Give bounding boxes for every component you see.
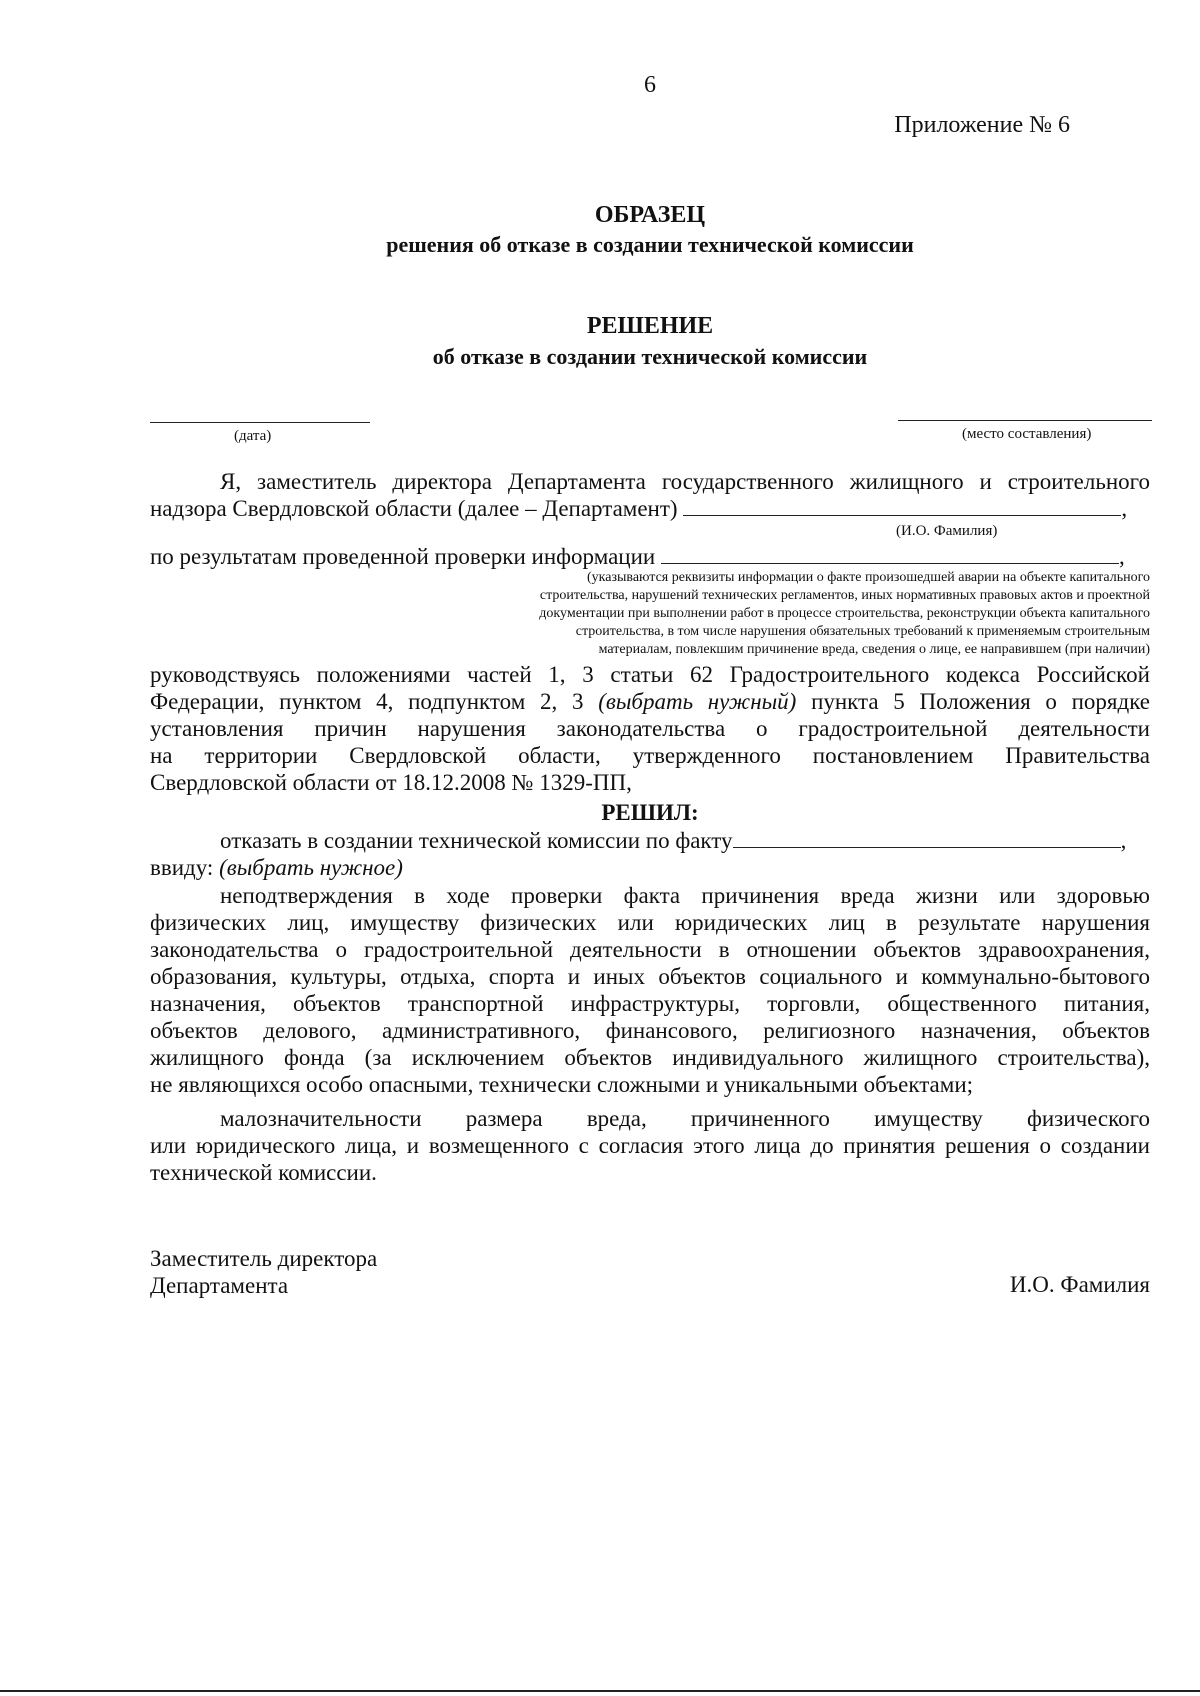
guided-line: на территории Свердловской области, утвержденного постановлением Правительства [150, 743, 1150, 768]
info-note-line: строительства, нарушений технических регламентов, иных нормативных правовых актов и проектной [539, 588, 1150, 603]
place-caption: (место составления) [962, 426, 1092, 442]
position-line: Департамента [150, 1273, 289, 1298]
name-fill-line [683, 497, 1121, 516]
reason-line: законодательства о градостроительной деятельности в отношении объектов здравоохранения, [150, 937, 1150, 962]
position-line: Заместитель директора [150, 1246, 378, 1271]
date-caption: (дата) [234, 428, 272, 444]
intro-line-2-text: надзора Свердловской области (далее – Департамент) [150, 496, 678, 521]
intro-line-3: по результатам проведенной проверки информации , [150, 544, 1125, 569]
signature-name: И.О. Фамилия [1009, 1272, 1150, 1297]
reason-line: назначения, объектов транспортной инфраструктуры, торговли, общественного питания, [150, 991, 1150, 1016]
page-bottom-edge [0, 1690, 1200, 1692]
reason-line: не являющихся особо опасными, технически сложными и уникальными объектами; [150, 1072, 974, 1097]
reason-line: жилищного фонда (за исключением объектов индивидуального жилищного строительства), [150, 1045, 1150, 1070]
refuse-text: ввиду: [150, 855, 214, 880]
refuse-line-1: отказать в создании технической комиссии по факту , [220, 828, 1127, 853]
choose-note: (выбрать нужное) [219, 855, 403, 880]
date-line [150, 422, 370, 423]
appendix-label: Приложение № 6 [894, 112, 1070, 138]
guided-line [150, 688, 1150, 715]
reason-line: технической комиссии. [150, 1160, 377, 1185]
sample-title: ОБРАЗЕЦ [594, 202, 706, 228]
info-note [430, 569, 1150, 659]
sample-subtitle: решения об отказе в создании технической комиссии [386, 232, 914, 257]
signature-position [150, 1245, 550, 1299]
info-note-line: строительства, в том числе нарушения обязательных требований к применяемым строительным [575, 624, 1150, 639]
refuse-text: отказать в создании технической комиссии по факту [220, 828, 733, 853]
refuse-line-2 [150, 854, 1150, 881]
info-note-line: (указываются реквизиты информации о факте произошедшей аварии на объекте капитального [586, 570, 1150, 585]
reason-2 [150, 1105, 1150, 1186]
guided-line: установления причин нарушения законодательства о градостроительной деятельности [150, 716, 1150, 741]
intro-line-1: Я, заместитель директора Департамента государственного жилищного и строительного [220, 469, 1150, 494]
reason-line: объектов делового, административного, финансового, религиозного назначения, объектов [150, 1018, 1150, 1043]
guided-line: руководствуясь положениями частей 1, 3 статьи 62 Градостроительного кодекса Российской [150, 662, 1150, 687]
info-note-line: документации при выполнении работ в процессе строительства, реконструкции объекта капитального [539, 606, 1150, 621]
guided-text: пункта 5 Положения о порядке [811, 689, 1151, 714]
decision-subtitle: об отказе в создании технической комиссии [432, 344, 868, 369]
info-note-line: материалам, повлекшим причинение вреда, сведения о лице, ее направившем (при наличии) [598, 642, 1150, 657]
reason-line: или юридического лица, и возмещенного с согласия этого лица до принятия решения о создании [150, 1133, 1150, 1158]
intro-line-3-text: по результатам проведенной проверки информации [150, 544, 656, 569]
choose-note: (выбрать нужный) [598, 689, 797, 714]
reason-1 [150, 882, 1150, 1098]
place-line [898, 420, 1152, 421]
reason-line: малозначительности размера вреда, причиненного имуществу физического [220, 1106, 1150, 1131]
resolved-heading: РЕШИЛ: [601, 800, 699, 825]
guided-line: Свердловской области от 18.12.2008 № 1329-ПП, [150, 770, 632, 795]
info-fill-line [661, 545, 1119, 564]
reason-line: физических лиц, имуществу физических или юридических лиц в результате нарушения [150, 910, 1150, 935]
name-caption: (И.О. Фамилия) [896, 523, 998, 539]
reason-line: образования, культуры, отдыха, спорта и иных объектов социального и коммунально-бытового [150, 964, 1150, 989]
fact-fill-line [733, 829, 1121, 848]
reason-line: неподтверждения в ходе проверки факта причинения вреда жизни или здоровью [220, 883, 1150, 908]
guided-paragraph [150, 661, 1150, 796]
guided-text: Федерации, пунктом 4, подпунктом 2, 3 [150, 689, 584, 714]
intro-line-2: надзора Свердловской области (далее – Департамент) , [150, 496, 1128, 521]
page-number: 6 [644, 72, 656, 98]
decision-title: РЕШЕНИЕ [586, 313, 714, 339]
